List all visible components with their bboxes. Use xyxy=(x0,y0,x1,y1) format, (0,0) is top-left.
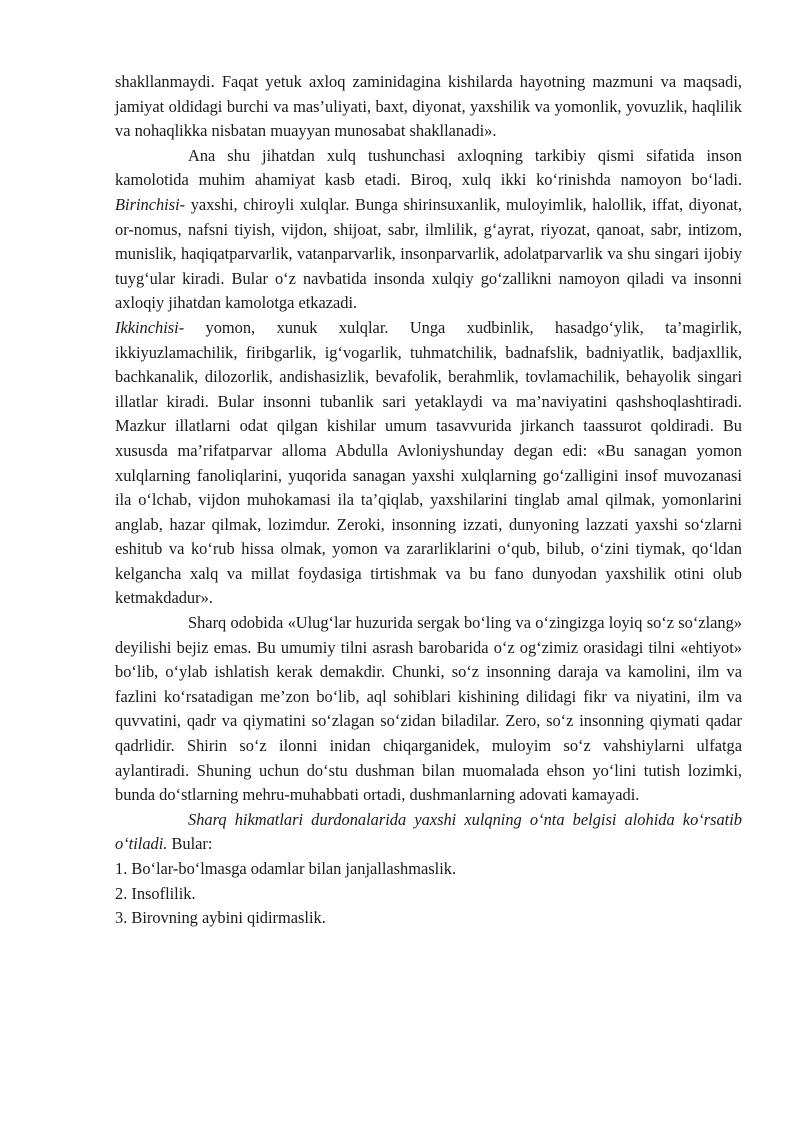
paragraph-2-italic-term: Birinchisi xyxy=(115,194,180,214)
paragraph-3-text-after: - yomon, xunuk xulqlar. Unga xudbinlik, hasadgo‘ylik, ta’magirlik, ikkiyuzlamachilik, firibgarlik, ig‘vogarlik, tuhmatchilik, badnafslik, badniyatlik, badjaxllik, bachkanalik, dilozorlik, andishasizlik, bevafolik, berahmlik, tovlamachilik, behayolik singari illatlar kiradi. Bular insonni tubanlik sari yetaklaydi va ma’naviyatini qashshoqlashtiradi. Mazkur illatlarni odat qilgan kishilar umum tasavvurida jirkanch taassurot qoldiradi. Bu xususda ma’rifatparvar alloma Abdulla Avloniyshunday degan edi: «Bu sanagan yomon xulqlarning fanoliqlarini, yuqorida sanagan yaxshi xulqlarning go‘zalligini insof muvozanasi ila o‘lchab, vijdon muhokamasi ila ta’qiqlab, yaxshilarini tinglab amal qilmak, yomonlarini anglab, hazar qilmak, lozimdur. Zeroki, insonning izzati, dunyoning lazzati yaxshi so‘zlarni eshitub va ko‘rub hissa olmak, yomon va zararliklarini o‘qub, bilub, o‘zini tiymak, qo‘ldan kelgancha xalq va millat foydasiga tirtishmak va bu fano dunyodan yaxshilik otini olub ketmakdadur». xyxy=(115,317,742,608)
numbered-list xyxy=(115,857,742,931)
paragraph-2-text-after: - yaxshi, chiroyli xulqlar. Bunga shirinsuxanlik, muloyimlik, halollik, iffat, diyonat, or-nomus, nafsni tiyish, vijdon, shijoat, sabr, ilmlilik, g‘ayrat, riyozat, qanoat, sabr, intizom, munislik, haqiqatparvarlik, vatanparvarlik, insonparvarlik, adolatparvarlik va shu singari ijobiy tuyg‘ular kiradi. Bular o‘z navbatida insonda xulqiy go‘zallikni namoyon qiladi va insonni axloqiy jihatdan kamolotga etkazadi. xyxy=(115,194,742,313)
paragraph-3 xyxy=(115,316,742,611)
paragraph-1 xyxy=(115,70,742,144)
paragraph-2-text: Ana shu jihatdan xulq tushunchasi axloqning tarkibiy qismi sifatida inson kamolotida muhim ahamiyat kasb etadi. Biroq, xulq ikki ko‘rinishda namoyon bo‘ladi. xyxy=(115,145,742,190)
paragraph-3-italic-term: Ikkinchisi xyxy=(115,317,179,337)
list-item: 1. Bo‘lar-bo‘lmasga odamlar bilan janjallashmaslik. xyxy=(115,859,457,878)
paragraph-4-text: Sharq odobida «Ulug‘lar huzurida sergak bo‘ling va o‘zingizga loyiq so‘z so‘zlang» deyilishi bejiz emas. Bu umumiy tilni asrash barobarida o‘z og‘zimiz orasidagi tilni «ehtiyot» bo‘lib, o‘ylab ishlatish kerak demakdir. Chunki, so‘z insonning daraja va kamolini, ilm va fazlini ko‘rsatadigan me’zon bo‘lib, aql sohiblari kishining dilidagi fikr va niyatini, ilm va quvvatini, qadr va qiymatini so‘zlagan so‘zidan biladilar. Zero, so‘z insonning qiymati qadar qadrlidir. Shirin so‘z ilonni inidan chiqarganidek, muloyim so‘z vahshiylarni ulfatga aylantiradi. Shuning uchun do‘stu dushman bilan muomalada ehson yo‘lini tutish lozimki, bunda do‘stlarning mehru-muhabbati ortadi, dushmanlarning adovati kamayadi. xyxy=(115,613,742,805)
document-page xyxy=(115,70,742,931)
paragraph-4 xyxy=(115,611,742,808)
paragraph-5-text-after: Bular: xyxy=(171,834,213,854)
paragraph-5 xyxy=(115,808,742,857)
paragraph-5-italic-sentence: Sharq hikmatlari durdonalarida yaxshi xulqning o‘nta belgisi alohida ko‘rsatib o‘tiladi. xyxy=(115,809,742,854)
list-item: 3. Birovning aybini qidirmaslik. xyxy=(115,908,326,928)
list-item: 2. Insoflilik. xyxy=(115,883,196,903)
paragraph-2 xyxy=(115,144,742,316)
paragraph-1-text: shakllanmaydi. Faqat yetuk axloq zaminidagina kishilarda hayotning mazmuni va maqsadi, jamiyat oldidagi burchi va mas’uliyati, baxt, diyonat, yaxshilik va yomonlik, yovuzlik, haqlilik va nohaqlikka nisbatan muayyan munosabat shakllanadi». xyxy=(115,72,742,141)
